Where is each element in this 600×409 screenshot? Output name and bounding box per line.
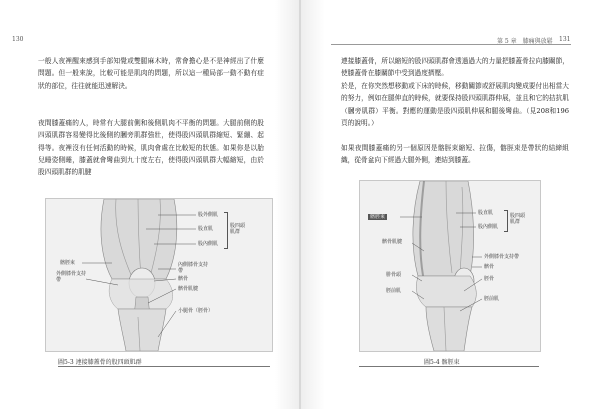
figure-5-4-caption: 圖5-4 髂脛束: [424, 359, 460, 366]
tibia-label: 小腿骨（脛骨）: [178, 308, 214, 314]
iliotibial-band-box-label: 髂脛束: [370, 214, 386, 220]
left-paragraph-1: 一般人夜裡醒來感到手部知覺或雙腿麻木時，常會擔心是不是神經出了什麼問題。但一般來說，比較可能是肌肉的問題，所以這一種局部一動不動有症狀的部位，往往就能迅速解決。: [38, 57, 264, 90]
patellar-tendon-label-right: 髕骨肌腱: [382, 239, 403, 245]
left-page-number: 130: [12, 36, 24, 43]
lateral-retinaculum-label: 外側膝骨支持帶: [56, 271, 87, 283]
knee-lateral-illustration: [360, 181, 540, 351]
vastus-medialis-label-right: 股內側肌: [478, 224, 499, 230]
rectus-femoris-label: 股直肌: [198, 226, 214, 232]
iliotibial-band-label: 髂脛束: [60, 260, 76, 266]
quadriceps-bracket-right: [504, 210, 508, 232]
right-paragraph-2: 於是，在你突然想移動或下床的時候，移動關節或舒展肌肉變成要付出相當大的努力，例如在腿伸直的時候，就要保持股四頭肌群伸展，並且和它的拮抗肌（膕旁肌群）平衡。對應的運動是股四頭肌伸展和腿後彎曲。（見208和196頁的說明。）: [341, 82, 569, 127]
quadriceps-group-label-right: 股四頭肌群: [510, 213, 526, 225]
iliotibial-band-figure: [359, 180, 541, 352]
vastus-medialis-label: 股內側肌: [198, 241, 219, 247]
right-paragraph-3: 如果夜間膝蓋痛的另一個原因是髂脛束縮短、拉傷，髂脛束是帶狀的結締組織，從骨盆向下經過大腿外側，連結到膝蓋。: [341, 144, 569, 165]
figure-5-3-caption: 圖5-3 連接膝蓋骨的股四頭肌群: [58, 359, 142, 366]
left-paragraph-2: 夜間膝蓋痛的人，時常有大腿前側和後側肌肉不平衡的問題。大腿前側的股四頭肌群容易變得比後側的膕旁肌群強壯，使得股四頭肌群縮短、緊繃、起得等。夜裡沒有任何活動的時候，肌肉會處在比較短的狀態。如果你是以胎兒睡姿側睡，膝蓋就會彎曲到九十度左右，使得股四頭肌群大幅縮短，由於股四頭肌群的肌腱: [38, 119, 264, 177]
tibialis-label: 脛前肌: [386, 288, 402, 294]
left-page: [0, 0, 299, 409]
lateral-retinaculum-label-right: 外側膝骨支持帶: [484, 254, 520, 260]
patellar-tendon-label: 髕骨肌腱: [178, 286, 199, 292]
running-head: 第 5 章 膝痛與放鬆: [497, 38, 553, 45]
fibula-head-label: 腓骨頭: [386, 272, 402, 278]
right-caption-rule: [359, 366, 539, 367]
quadriceps-bracket: [224, 212, 228, 249]
right-page-number: 131: [559, 36, 571, 43]
right-page: [301, 0, 600, 409]
right-paragraph-1: 連接膝蓋骨，所以縮短的股四頭肌群會透過過大的力量把膝蓋骨拉向膝關節，使膝蓋骨在膝關節中受到過度擠壓。: [341, 57, 569, 78]
patella-label-right: 髕骨: [484, 264, 495, 270]
tibia-label-right: 脛骨: [484, 276, 495, 282]
rectus-femoris-label-right: 股直肌: [478, 210, 494, 216]
tibialis-anterior-label: 脛前肌: [484, 296, 500, 302]
left-caption-rule: [58, 366, 270, 367]
header-rule: [331, 44, 571, 45]
vastus-lateralis-label: 股外側肌: [198, 212, 219, 218]
medial-retinaculum-label: 內側膝骨支持帶: [178, 262, 209, 274]
quadriceps-group-label: 股四頭肌群: [230, 223, 246, 235]
patella-label: 髕骨: [178, 276, 189, 282]
quadriceps-figure: [45, 198, 273, 352]
